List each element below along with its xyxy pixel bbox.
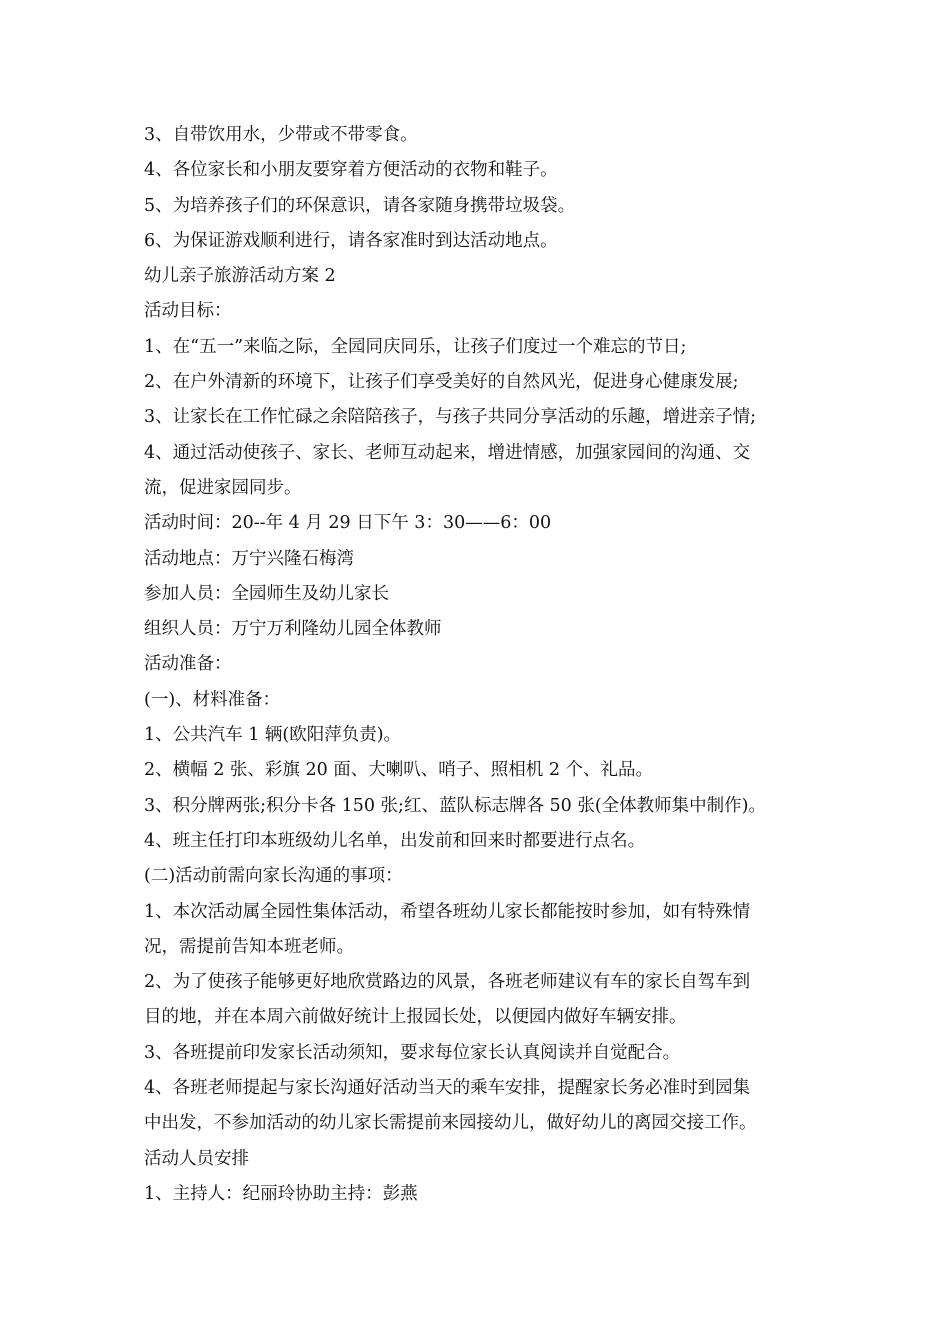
goal-item-1: 1、在“五一”来临之际，全园同庆同乐，让孩子们度过一个难忘的节日;	[144, 336, 687, 357]
section-heading-goals: 活动目标：	[144, 301, 232, 322]
goal-item-2: 2、在户外清新的环境下，让孩子们享受美好的自然风光，促进身心健康发展;	[144, 372, 739, 393]
material-item-4: 4、班主任打印本班级幼儿名单，出发前和回来时都要进行点名。	[144, 830, 646, 851]
activity-location: 活动地点：万宁兴隆石梅湾	[144, 548, 354, 569]
subheading-parent-communication: (二)活动前需向家长沟通的事项：	[144, 866, 403, 887]
material-item-2: 2、横幅 2 张、彩旗 20 面、大喇叭、哨子、照相机 2 个、礼品。	[144, 760, 654, 781]
material-item-1: 1、公共汽车 1 辆(欧阳萍负责)。	[144, 725, 402, 746]
communication-item-1: 1、本次活动属全园性集体活动，希望各班幼儿家长都能按时参加，如有特殊情	[144, 901, 751, 922]
staff-item-1: 1、主持人：纪丽玲协助主持：彭燕	[144, 1183, 418, 1204]
communication-item-4: 4、各班老师提起与家长沟通好活动当天的乘车安排，提醒家长务必准时到园集	[144, 1078, 751, 1099]
goal-item-3: 3、让家长在工作忙碌之余陪陪孩子，与孩子共同分享活动的乐趣，增进亲子情;	[144, 407, 757, 428]
goal-item-4: 4、通过活动使孩子、家长、老师互动起来，增进情感，加强家园间的沟通、交	[144, 442, 751, 463]
activity-time: 活动时间：20--年 4 月 29 日下午 3：30——6：00	[144, 513, 552, 534]
material-item-3: 3、积分牌两张;积分卡各 150 张;红、蓝队标志牌各 50 张(全体教师集中制作)。	[144, 795, 766, 816]
section-title-plan-2: 幼儿亲子旅游活动方案 2	[144, 266, 336, 287]
communication-item-2-continued: 目的地，并在本周六前做好统计上报园长处，以便园内做好车辆安排。	[144, 1007, 687, 1028]
communication-item-3: 3、各班提前印发家长活动须知，要求每位家长认真阅读并自觉配合。	[144, 1042, 681, 1063]
communication-item-1-continued: 况，需提前告知本班老师。	[144, 936, 354, 957]
communication-item-2: 2、为了使孩子能够更好地欣赏路边的风景，各班老师建议有车的家长自驾车到	[144, 972, 751, 993]
participants: 参加人员：全园师生及幼儿家长	[144, 583, 389, 604]
section-heading-preparation: 活动准备：	[144, 654, 232, 675]
organizers: 组织人员：万宁万利隆幼儿园全体教师	[144, 619, 442, 640]
list-item-clothing: 4、各位家长和小朋友要穿着方便活动的衣物和鞋子。	[144, 160, 558, 181]
list-item-punctuality: 6、为保证游戏顺利进行，请各家准时到达活动地点。	[144, 230, 558, 251]
document-body	[144, 118, 814, 1212]
list-item-garbage-bags: 5、为培养孩子们的环保意识，请各家随身携带垃圾袋。	[144, 195, 576, 216]
section-heading-staff: 活动人员安排	[144, 1148, 249, 1169]
goal-item-4-continued: 流，促进家园同步。	[144, 477, 302, 498]
list-item-bring-water: 3、自带饮用水，少带或不带零食。	[144, 125, 418, 145]
communication-item-4-continued: 中出发，不参加活动的幼儿家长需提前来园接幼儿，做好幼儿的离园交接工作。	[144, 1113, 757, 1134]
subheading-materials: (一)、材料准备：	[144, 689, 281, 710]
